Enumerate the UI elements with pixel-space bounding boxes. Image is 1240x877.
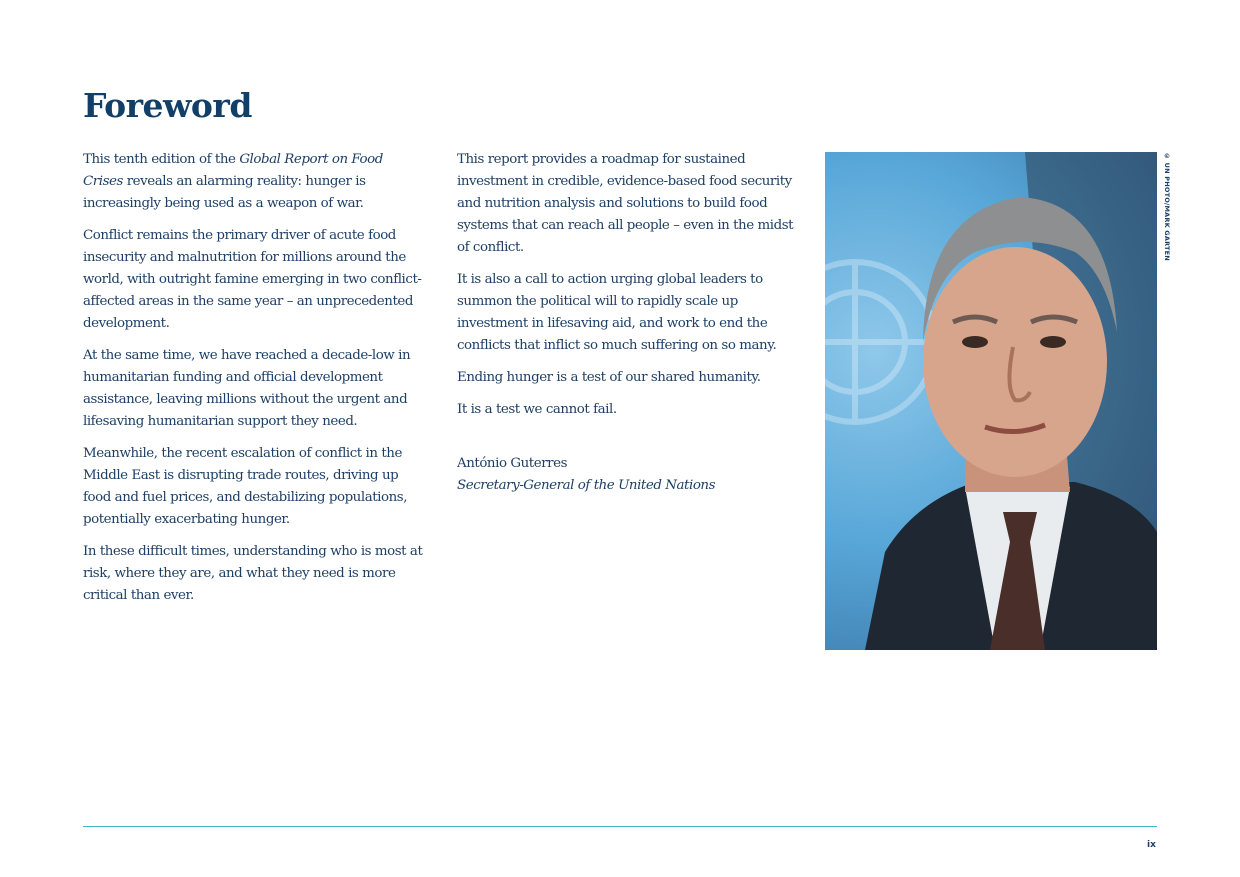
photo-credit: © UN PHOTO/MARK GARTEN (1163, 152, 1171, 261)
paragraph-9: It is a test we cannot fail. (457, 402, 617, 417)
paragraph-4: Meanwhile, the recent escalation of conflict in the Middle East is disrupting trade routes, driving up food and fuel prices, and destabilizing populations, potentially exacerbating hunger. (83, 446, 408, 527)
foreword-column-left (83, 149, 423, 617)
page-title: Foreword (83, 86, 252, 125)
paragraph-3: At the same time, we have reached a decade-low in humanitarian funding and official development assistance, leaving millions without the urgent and lifesaving humanitarian support they need. (83, 348, 411, 429)
signature-name: António Guterres (457, 456, 567, 471)
foreword-column-right (457, 149, 797, 507)
paragraph-8: Ending hunger is a test of our shared humanity. (457, 370, 761, 385)
report-title-italic: Global Report on Food Crises (83, 152, 383, 189)
signature-title-text: Secretary-General of the United Nations (457, 478, 716, 493)
portrait-photo (825, 152, 1157, 650)
page-number: ix (1147, 840, 1156, 850)
paragraph-7: It is also a call to action urging global leaders to summon the political will to rapidly scale up investment in lifesaving aid, and work to end the conflicts that inflict so much suffering on so many. (457, 272, 777, 353)
paragraph-1-rest: reveals an alarming reality: hunger is increasingly being used as a weapon of war. (83, 174, 366, 211)
portrait-illustration (825, 152, 1157, 650)
footer-rule (83, 826, 1157, 827)
paragraph-2: Conflict remains the primary driver of acute food insecurity and malnutrition for millions around the world, with outright famine emerging in two conflict-affected areas in the same year – an unprecedented development. (83, 228, 422, 331)
un-emblem-icon (825, 262, 935, 422)
paragraph-5: In these difficult times, understanding who is most at risk, where they are, and what they need is more critical than ever. (83, 544, 423, 603)
paragraph-6: This report provides a roadmap for sustained investment in credible, evidence-based food security and nutrition analysis and solutions to build food systems that can reach all people – even in the midst of conflict. (457, 152, 794, 255)
signature-title (457, 475, 797, 497)
paragraph-1 (83, 149, 423, 215)
paragraph-1-intro: This tenth edition of the (83, 152, 240, 167)
